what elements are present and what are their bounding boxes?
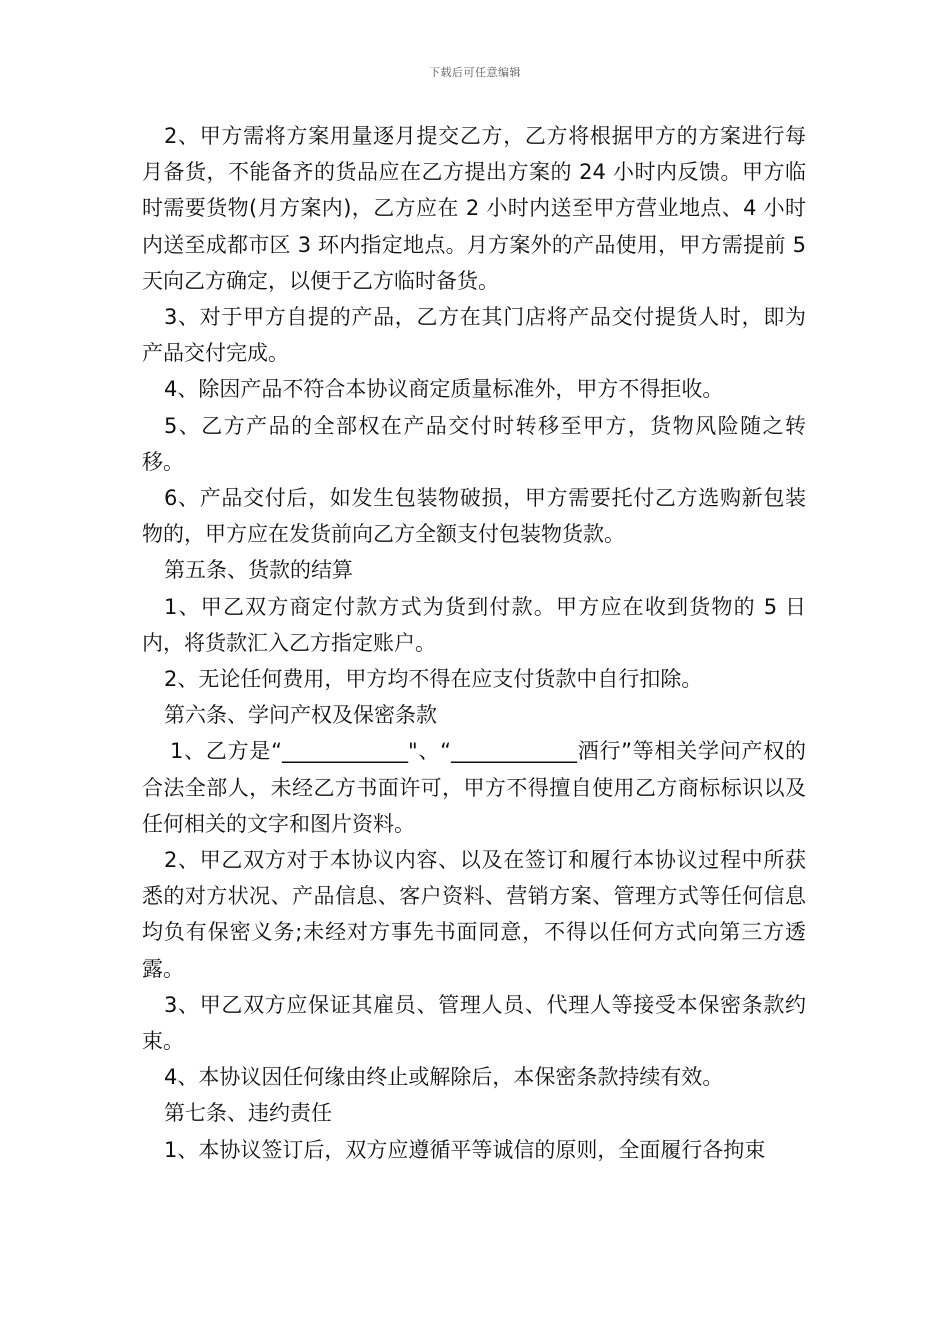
clause-paragraph: 6、产品交付后，如发生包装物破损，甲方需要托付乙方选购新包装物的，甲方应在发货前向乙方全额支付包装物货款。: [142, 486, 806, 547]
clause-paragraph: 1、本协议签订后，双方应遵循平等诚信的原则，全面履行各拘束: [164, 1137, 766, 1162]
section-heading: 第六条、学问产权及保密条款: [164, 703, 437, 728]
section-heading: 第七条、违约责任: [164, 1101, 332, 1126]
page-header: 下载后可任意编辑: [429, 66, 521, 79]
clause-paragraph: 3、甲乙双方应保证其雇员、管理人员、代理人等接受本保密条款约束。: [142, 992, 806, 1054]
clause-paragraph: 3、对于甲方自提的产品，乙方在其门店将产品交付提货人时，即为产品交付完成。: [142, 305, 806, 366]
section-heading: 第五条、货款的结算: [164, 558, 353, 583]
document-body: [142, 118, 806, 1168]
clause-paragraph: 5、乙方产品的全部权在产品交付时转移至甲方，货物风险随之转移。: [142, 413, 806, 474]
clause-paragraph: 1、乙方是“____________"、“____________酒行”等相关学问产权的合法全部人，未经乙方书面许可，甲方不得擅自使用乙方商标标识以及任何相关的文字和图片资料。: [142, 739, 806, 836]
clause-paragraph: 4、除因产品不符合本协议商定质量标准外，甲方不得拒收。: [164, 377, 724, 402]
clause-paragraph: 2、无论任何费用，甲方均不得在应支付货款中自行扣除。: [164, 667, 703, 692]
clause-paragraph: 2、甲乙双方对于本协议内容、以及在签订和履行本协议过程中所获悉的对方状况、产品信息、客户资料、营销方案、管理方式等任何信息均负有保密义务;未经对方事先书面同意，不得以任何方式向第三方透露。: [142, 848, 806, 981]
clause-paragraph: 4、本协议因任何缘由终止或解除后，本保密条款持续有效。: [164, 1065, 724, 1090]
clause-paragraph: 1、甲乙双方商定付款方式为货到付款。甲方应在收到货物的 5 日内，将货款汇入乙方指定账户。: [142, 594, 806, 655]
clause-paragraph: 2、甲方需将方案用量逐月提交乙方，乙方将根据甲方的方案进行每月备货，不能备齐的货品应在乙方提出方案的 24 小时内反馈。甲方临时需要货物(月方案内)，乙方应在 2 小时内送至甲方营业地点、4 小时内送至成都市区 3 环内指定地点。月方案外的产品使用，甲方需提前 5 天向乙方确定，以便于乙方临时备货。: [142, 124, 806, 293]
